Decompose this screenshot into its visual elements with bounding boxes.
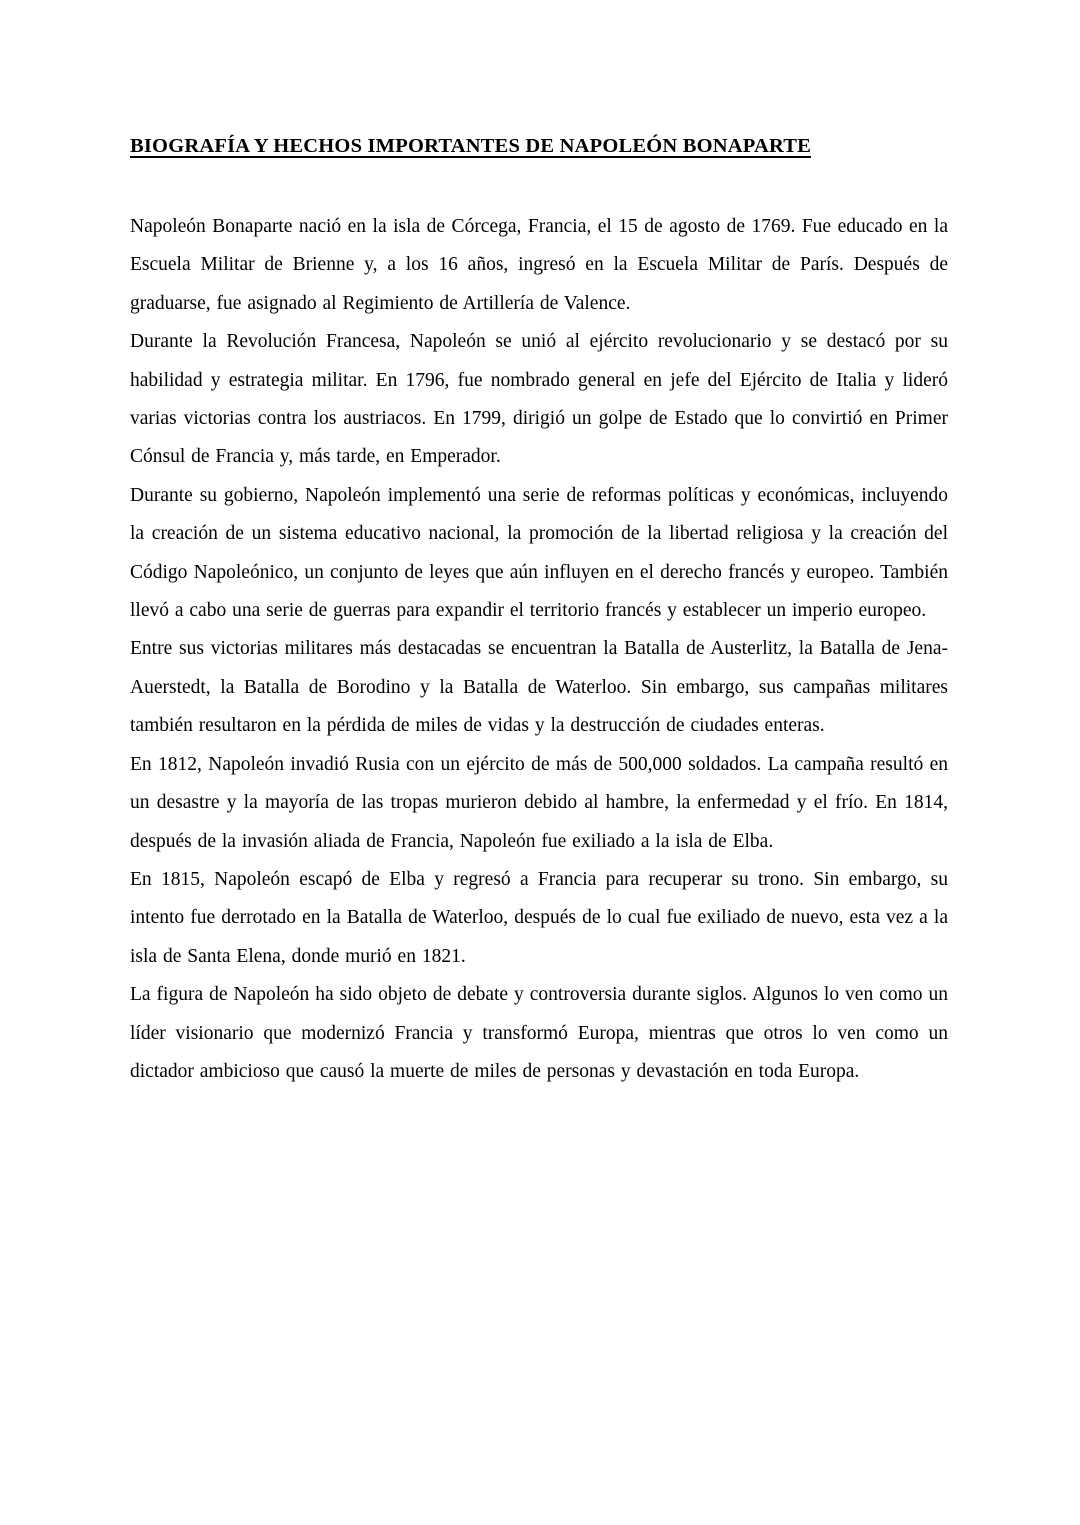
paragraph: La figura de Napoleón ha sido objeto de debate y controversia durante siglos. Algunos lo ven como un líder visionario que modernizó Francia y transformó Europa, mientras que otros lo ven como un dictador ambicioso que causó la muerte de miles de personas y devastación en toda Europa.	[130, 984, 948, 1082]
paragraph: En 1812, Napoleón invadió Rusia con un ejército de más de 500,000 soldados. La campaña resultó en un desastre y la mayoría de las tropas murieron debido al hambre, la enfermedad y el frío. En 1814, después de la invasión aliada de Francia, Napoleón fue exiliado a la isla de Elba.	[130, 753, 948, 852]
paragraph: Entre sus victorias militares más destacadas se encuentran la Batalla de Austerlitz, la Batalla de Jena-Auerstedt, la Batalla de Borodino y la Batalla de Waterloo. Sin embargo, sus campañas militares también resultaron en la pérdida de miles de vidas y la destrucción de ciudades enteras.	[130, 638, 948, 737]
document-title: BIOGRAFÍA Y HECHOS IMPORTANTES DE NAPOLEÓN BONAPARTE	[130, 135, 811, 157]
paragraph: Durante la Revolución Francesa, Napoleón se unió al ejército revolucionario y se destacó por su habilidad y estrategia militar. En 1796, fue nombrado general en jefe del Ejército de Italia y lideró varias victorias contra los austriacos. En 1799, dirigió un golpe de Estado que lo convirtió en Primer Cónsul de Francia y, más tarde, en Emperador.	[130, 331, 948, 468]
paragraph: En 1815, Napoleón escapó de Elba y regresó a Francia para recuperar su trono. Sin embargo, su intento fue derrotado en la Batalla de Waterloo, después de lo cual fue exiliado de nuevo, esta vez a la isla de Santa Elena, donde murió en 1821.	[130, 868, 948, 967]
paragraph: Durante su gobierno, Napoleón implementó una serie de reformas políticas y económicas, incluyendo la creación de un sistema educativo nacional, la promoción de la libertad religiosa y la creación del Código Napoleónico, un conjunto de leyes que aún influyen en el derecho francés y europeo. También llevó a cabo una serie de guerras para expandir el territorio francés y establecer un imperio europeo.	[130, 484, 948, 622]
paragraph: Napoleón Bonaparte nació en la isla de Córcega, Francia, el 15 de agosto de 1769. Fue educado en la Escuela Militar de Brienne y, a los 16 años, ingresó en la Escuela Militar de París. Después de graduarse, fue asignado al Regimiento de Artillería de Valence.	[130, 216, 948, 314]
document-body	[130, 208, 948, 1091]
